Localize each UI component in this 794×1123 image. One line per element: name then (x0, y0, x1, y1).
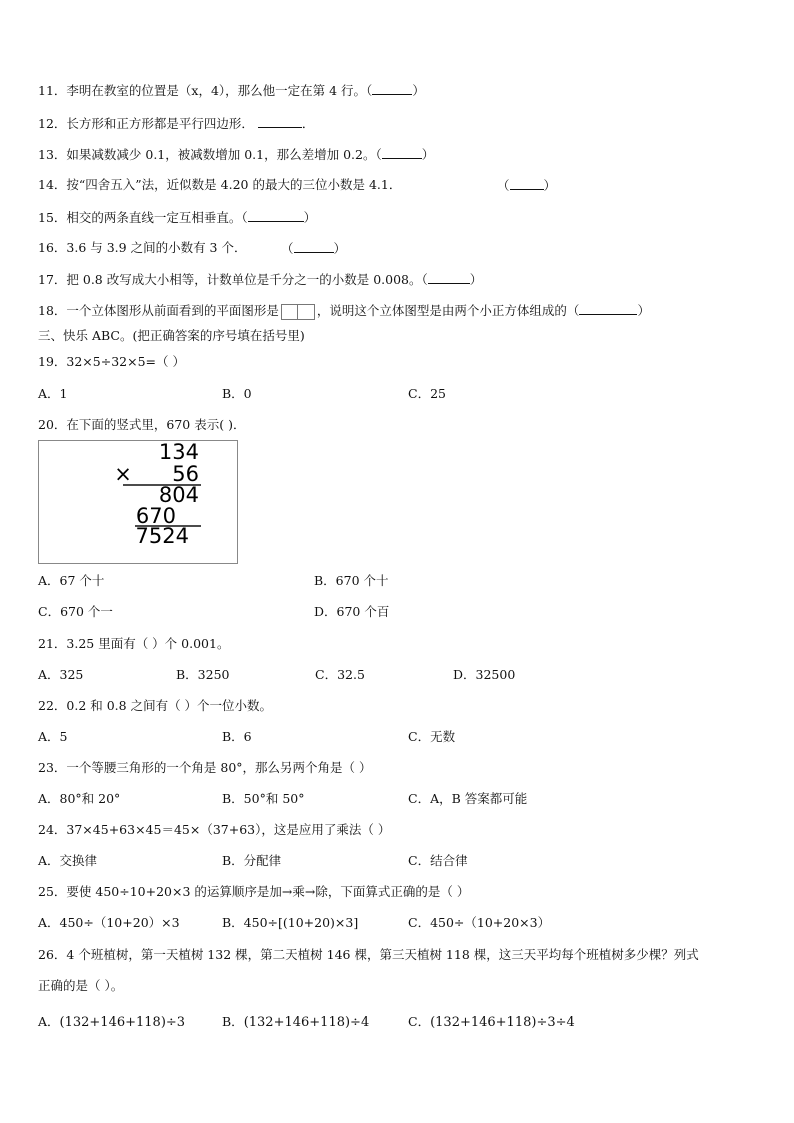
formula-b: (132+146+118)÷4 (243, 1015, 370, 1030)
q19-option-b[interactable]: B．0 (222, 386, 252, 401)
question-19: 19．32×5÷32×5=（ ） (38, 354, 185, 369)
question-16-bracket: （ ） (281, 241, 347, 256)
answer-blank-11[interactable] (372, 82, 412, 95)
question-21: 21．3.25 里面有（ ）个 0.001。 (38, 636, 230, 651)
answer-blank-13[interactable] (382, 146, 422, 159)
answer-blank-17[interactable] (428, 271, 470, 284)
answer-blank-18[interactable] (579, 302, 637, 315)
q25-option-a[interactable]: A．450÷（10+20）×3 (38, 915, 180, 930)
answer-blank-14[interactable] (510, 177, 544, 190)
question-14 (38, 177, 401, 193)
question-23: 23．一个等腰三角形的一个角是 80°，那么另两个角是（ ） (38, 760, 372, 775)
question-11-text: 11．李明在教室的位置是（x，4），那么他一定在第 4 行。（ (38, 83, 373, 98)
question-17-text: 17．把 0.8 改写成大小相等，计数单位是千分之一的小数是 0.008。（ (38, 272, 428, 287)
q26-option-a[interactable]: A．(132+146+118)÷3 (38, 1014, 186, 1030)
answer-blank-12[interactable] (258, 115, 302, 128)
q24-option-a[interactable]: A．交换律 (38, 853, 98, 868)
q21-option-d[interactable]: D．32500 (453, 667, 516, 682)
q19-option-a[interactable]: A．1 (38, 386, 68, 401)
question-26-line2: 正确的是（ ）。 (38, 978, 124, 993)
question-17: 17．把 0.8 改写成大小相等，计数单位是千分之一的小数是 0.008。（ ） (38, 272, 483, 287)
question-18: 18．一个立体图形从前面看到的平面图形是 ，说明这个立体图型是由两个小正方体组成的（ ） (38, 303, 650, 318)
q21-option-a[interactable]: A．325 (38, 667, 84, 682)
q22-option-a[interactable]: A．5 (38, 729, 68, 744)
calc-partial-1: 804 (158, 483, 199, 507)
question-16-text: 16．3.6 与 3.9 之间的小数有 3 个． (38, 240, 247, 255)
q24-option-c[interactable]: C．结合律 (408, 853, 468, 868)
q22-option-c[interactable]: C．无数 (408, 729, 456, 744)
question-18-text: 18．一个立体图形从前面看到的平面图形是 (38, 303, 279, 318)
q20-option-a[interactable]: A．67 个十 (38, 573, 105, 588)
q25-option-b[interactable]: B．450÷[(10+20)×3] (222, 915, 359, 930)
q26-option-b[interactable]: B．(132+146+118)÷4 (222, 1014, 370, 1030)
question-14-text: 14．按“四舍五入”法，近似数是 4.20 的最大的三位小数是 4.1． (38, 177, 402, 192)
q22-option-b[interactable]: B．6 (222, 729, 252, 744)
question-14-bracket: （ ） (497, 178, 557, 193)
question-25: 25．要使 450÷10+20×3 的运算顺序是加→乘→除，下面算式正确的是（ ） (38, 884, 470, 899)
question-20: 20．在下面的竖式里，670 表示( )． (38, 417, 246, 432)
calc-product: 7524 (135, 524, 189, 548)
question-12-text: 12．长方形和正方形都是平行四边形． (38, 116, 254, 131)
question-24: 24．37×45+63×45＝45×（37+63），这是应用了乘法（ ） (38, 822, 391, 837)
calc-partial-2: 670 (135, 504, 176, 528)
q23-option-a[interactable]: A．80°和 20° (38, 791, 121, 806)
q20-option-d[interactable]: D．670 个百 (314, 604, 390, 619)
formula-a: (132+146+118)÷3 (59, 1015, 186, 1030)
question-11: 11．李明在教室的位置是（x，4），那么他一定在第 4 行。（ ） (38, 83, 425, 98)
two-square-figure (281, 304, 315, 320)
question-15: 15．相交的两条直线一定互相垂直。（ ） (38, 210, 317, 225)
q24-option-b[interactable]: B．分配律 (222, 853, 282, 868)
times-sign: × (114, 462, 132, 486)
q23-option-c[interactable]: C．A，B 答案都可能 (408, 791, 528, 806)
question-16 (38, 240, 246, 256)
q20-option-b[interactable]: B．670 个十 (314, 573, 389, 588)
calc-multiplier: 56 (172, 462, 199, 486)
question-13: 13．如果减数减少 0.1，被减数增加 0.1，那么差增加 0.2。（ ） (38, 147, 435, 162)
q19-option-c[interactable]: C．25 (408, 386, 446, 401)
question-15-text: 15．相交的两条直线一定互相垂直。（ (38, 210, 248, 225)
question-26: 26．4 个班植树，第一天植树 132 棵，第二天植树 146 棵，第三天植树 118 棵，这三天平均每个班植树多少棵？列式 (38, 947, 699, 962)
vertical-multiplication-figure (38, 440, 238, 564)
q20-option-c[interactable]: C．670 个一 (38, 604, 113, 619)
calc-multiplicand: 134 (158, 441, 199, 464)
answer-blank-16[interactable] (294, 240, 334, 253)
q23-option-b[interactable]: B．50°和 50° (222, 791, 305, 806)
q26-option-c[interactable]: C．(132+146+118)÷3÷4 (408, 1014, 575, 1030)
q21-option-c[interactable]: C．32.5 (315, 667, 365, 682)
q21-option-b[interactable]: B．3250 (176, 667, 230, 682)
section-3-heading: 三、快乐 ABC。(把正确答案的序号填在括号里) (38, 328, 305, 343)
question-12: 12．长方形和正方形都是平行四边形． ． (38, 116, 315, 131)
q25-option-c[interactable]: C．450÷（10+20×3） (408, 915, 551, 930)
question-22: 22．0.2 和 0.8 之间有（ ）个一位小数。 (38, 698, 273, 713)
formula-c: (132+146+118)÷3÷4 (430, 1015, 575, 1030)
question-13-text: 13．如果减数减少 0.1，被减数增加 0.1，那么差增加 0.2。（ (38, 147, 382, 162)
answer-blank-15[interactable] (248, 209, 304, 222)
